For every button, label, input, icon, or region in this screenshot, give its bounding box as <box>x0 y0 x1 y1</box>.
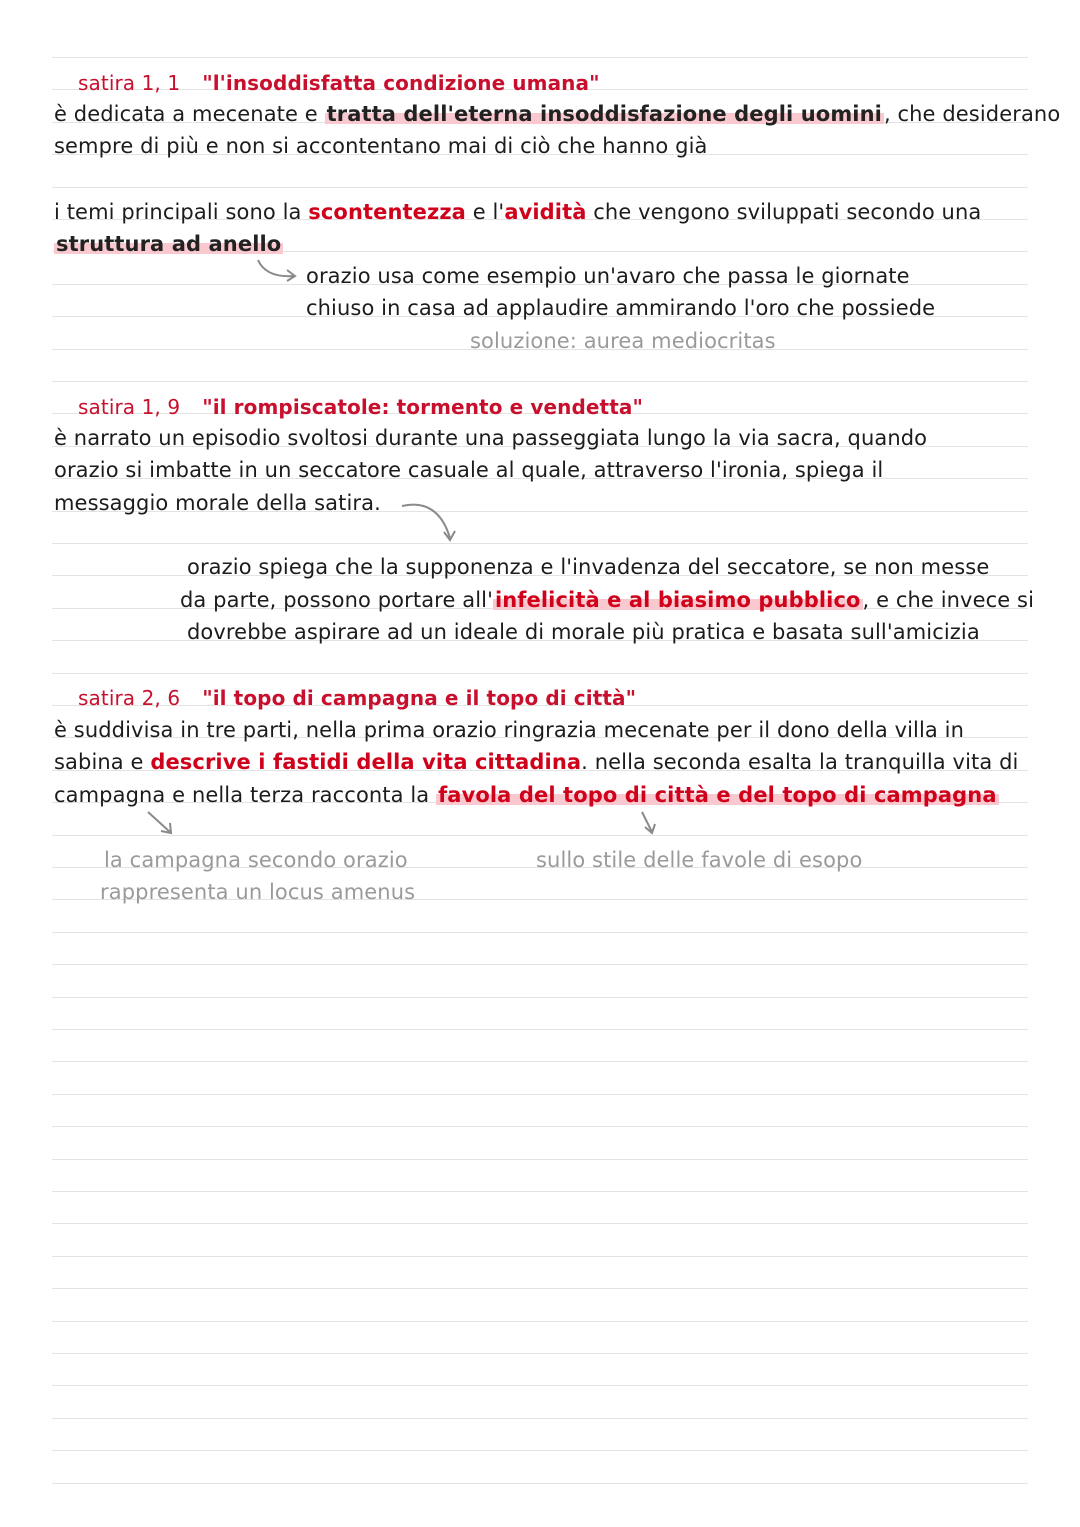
side-note: sullo stile delle favole di esopo <box>536 848 863 872</box>
curved-arrow-icon <box>254 256 302 286</box>
highlighted-text: favola del topo di città e del topo di campagna <box>438 783 997 807</box>
heading-number: satira 1, 9 <box>78 395 181 419</box>
side-note: la campagna secondo orazio <box>104 848 408 872</box>
note-line: chiuso in casa ad applaudire ammirando l'oro che possiede <box>306 296 936 320</box>
paragraph-line: sempre di più e non si accontentano mai di ciò che hanno già <box>54 134 708 158</box>
rule-line <box>52 543 1028 544</box>
paragraph-line: campagna e nella terza racconta la favola del topo di città e del topo di campagna <box>54 783 997 807</box>
rule-line <box>52 1256 1028 1257</box>
rule-line <box>52 187 1028 188</box>
note-line: da parte, possono portare all'infelicità e al biasimo pubblico, e che invece si <box>180 588 1035 612</box>
rule-line <box>52 1029 1028 1030</box>
paragraph-line <box>54 231 283 257</box>
paragraph-line: sabina e descrive i fastidi della vita cittadina. nella seconda esalta la tranquilla vita di <box>54 750 1019 774</box>
heading-title: "l'insoddisfatta condizione umana" <box>202 71 600 95</box>
rule-line <box>52 1061 1028 1062</box>
heading-number: satira 1, 1 <box>78 71 181 95</box>
highlighted-text: infelicità e al biasimo pubblico <box>494 588 861 612</box>
rule-line <box>52 932 1028 933</box>
rule-line <box>52 1223 1028 1224</box>
rule-line <box>52 1094 1028 1095</box>
section-heading <box>78 70 600 96</box>
solution-note: soluzione: aurea mediocritas <box>470 329 776 353</box>
rule-line <box>52 1288 1028 1289</box>
side-note: rappresenta un locus amenus <box>100 880 416 904</box>
rule-line <box>52 381 1028 382</box>
rule-line <box>52 1126 1028 1127</box>
heading-title: "il topo di campagna e il topo di città" <box>202 686 637 710</box>
arrow-down-right-icon <box>144 808 178 836</box>
note-line: orazio usa come esempio un'avaro che passa le giornate <box>306 264 910 288</box>
rule-line <box>52 835 1028 836</box>
rule-line <box>52 1321 1028 1322</box>
rule-line <box>52 1353 1028 1354</box>
arrow-down-icon <box>636 808 662 836</box>
paragraph-line: è dedicata a mecenate e tratta dell'eterna insoddisfazione degli uomini, che desiderano <box>54 102 1061 126</box>
section-heading <box>78 394 643 420</box>
rule-line <box>52 57 1028 58</box>
note-line: orazio spiega che la supponenza e l'invadenza del seccatore, se non messe <box>187 555 990 579</box>
section-heading <box>78 685 636 711</box>
paragraph-line: è suddivisa in tre parti, nella prima orazio ringrazia mecenate per il dono della villa in <box>54 718 964 742</box>
paragraph-line: orazio si imbatte in un seccatore casuale al quale, attraverso l'ironia, spiega il <box>54 458 884 482</box>
paragraph-line: è narrato un episodio svoltosi durante una passeggiata lungo la via sacra, quando <box>54 426 928 450</box>
rule-line <box>52 673 1028 674</box>
rule-line <box>52 1191 1028 1192</box>
paragraph-line: messaggio morale della satira. <box>54 491 381 515</box>
note-line: dovrebbe aspirare ad un ideale di morale più pratica e basata sull'amicizia <box>187 620 980 644</box>
keyword-red: avidità <box>504 200 587 224</box>
heading-number: satira 2, 6 <box>78 686 181 710</box>
rule-line <box>52 1385 1028 1386</box>
rule-line <box>52 997 1028 998</box>
highlighted-text: tratta dell'eterna insoddisfazione degli uomini <box>326 102 882 126</box>
paragraph-line: i temi principali sono la scontentezza e l'avidità che vengono sviluppati secondo una <box>54 200 982 224</box>
highlighted-text: struttura ad anello <box>56 232 282 256</box>
curved-arrow-icon <box>398 496 460 546</box>
rule-line <box>52 1418 1028 1419</box>
rule-line <box>52 964 1028 965</box>
keyword-red: scontentezza <box>308 200 466 224</box>
rule-line <box>52 1450 1028 1451</box>
heading-title: "il rompiscatole: tormento e vendetta" <box>202 395 643 419</box>
rule-line <box>52 1159 1028 1160</box>
keyword-red: descrive i fastidi della vita cittadina <box>150 750 582 774</box>
rule-line <box>52 1483 1028 1484</box>
